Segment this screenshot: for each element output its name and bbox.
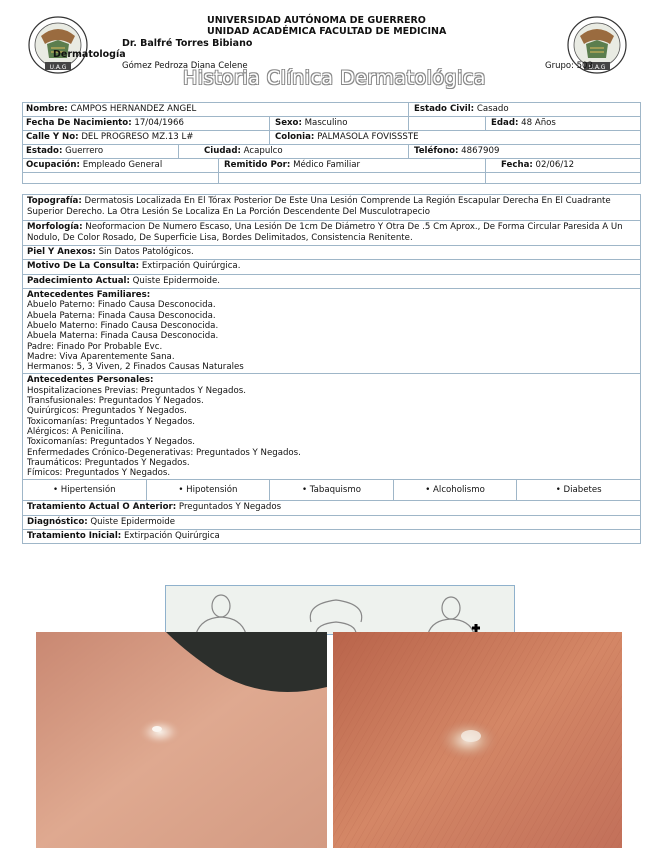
list-item: Traumáticos: Preguntados Y Negados.	[27, 457, 190, 468]
list-item: Hospitalizaciones Previas: Preguntados Y Negados.	[27, 385, 246, 396]
list-item: Abuela Paterna: Finada Causa Desconocida.	[27, 310, 216, 321]
clinical-history-block	[22, 194, 641, 544]
field-calle: Calle Y No: DEL PROGRESO MZ.13 L#	[26, 132, 194, 142]
document-title: Historia Clínica Dermatológica	[183, 67, 486, 89]
list-item: Toxicomanías: Preguntados Y Negados.	[27, 416, 195, 427]
body-diagram-image	[165, 585, 515, 635]
condition-hipertension: • Hipertensión	[23, 480, 147, 500]
section-piel-anexos: Piel Y Anexos: Sin Datos Patológicos.	[23, 246, 640, 260]
section-tratamiento-actual: Tratamiento Actual O Anterior: Preguntados Y Negados	[23, 501, 640, 515]
section-antecedentes-personales: Antecedentes Personales: Hospitalizaciones Previas: Preguntados Y Negados. Transfusionales: Preguntados Y Negados. Quirúrgicos: Preguntados Y Negados. Toxicomanías: Preguntados Y Negados. Alérgicos: A Penicilina. Toxicomanías: Preguntados Y Negados. Enfermedades Crónico-Degenerativas: Preguntados Y Negados. Traumáticos: Preguntados Y Negados. Fímicos: Preguntados Y Negados.	[23, 374, 640, 480]
patient-info-block	[22, 102, 641, 184]
body-outline-icon	[166, 586, 514, 634]
field-colonia: Colonia: PALMASOLA FOVISSSTE	[269, 131, 419, 144]
section-padecimiento: Padecimiento Actual: Quiste Epidermoide.	[23, 275, 640, 289]
field-fecha: Fecha: 02/06/12	[485, 159, 574, 172]
section-motivo: Motivo De La Consulta: Extirpación Quirúrgica.	[23, 260, 640, 274]
section-antecedentes-familiares: Antecedentes Familiares: Abuelo Paterno: Finado Causa Desconocida. Abuela Paterna: Finada Causa Desconocida. Abuelo Materno: Finado Causa Desconocida. Abuela Materna: Finada Causa Desconocida. Padre: Finado Por Probable Evc. Madre: Viva Aparentemente Sana. Hermanos: 5, 3 Viven, 2 Finados Causas Naturales	[23, 289, 640, 374]
list-item: Enfermedades Crónico-Degenerativas: Preguntados Y Negados.	[27, 447, 301, 458]
field-ocupacion: Ocupación: Empleado General	[26, 160, 163, 170]
list-item: Fímicos: Preguntados Y Negados.	[27, 468, 171, 479]
skin-lesion-photo-icon	[36, 632, 327, 848]
student-name: Gómez Pedroza Diana Celene	[122, 61, 248, 71]
list-item: Alérgicos: A Penicilina.	[27, 426, 124, 437]
list-item: Abuelo Materno: Finado Causa Desconocida.	[27, 320, 219, 331]
field-estado-civil: Estado Civil: Casado	[408, 103, 509, 116]
field-nombre: Nombre: CAMPOS HERNANDEZ ANGEL	[26, 104, 197, 114]
conditions-row	[23, 480, 640, 501]
field-telefono: Teléfono: 4867909	[408, 145, 499, 158]
list-item: Hermanos: 5, 3 Viven, 2 Finados Causas Naturales	[27, 362, 244, 373]
field-sexo: Sexo: Masculino	[269, 117, 347, 130]
field-remitido: Remitido Por: Médico Familiar	[218, 159, 360, 172]
condition-alcoholismo: • Alcoholismo	[394, 480, 518, 500]
group-label: Grupo: 503	[545, 61, 593, 71]
section-morfologia: Morfología: Neoformacion De Numero Escaso, Una Lesión De 1cm De Diámetro Y Otra De .5 Cm Aprox., De Forma Circular Paresida A Un Nodulo, De Color Rosado, De Superficie Lisa, Bordes Delimitados, Consistencia Renitente.	[23, 221, 640, 247]
condition-diabetes: • Diabetes	[555, 485, 602, 496]
department-name: Dermatología	[53, 49, 126, 60]
doctor-name: Dr. Balfré Torres Bibiano	[122, 38, 253, 49]
list-item: Quirúrgicos: Preguntados Y Negados.	[27, 406, 187, 417]
section-diagnostico: Diagnóstico: Quiste Epidermoide	[23, 516, 640, 530]
list-item: Padre: Finado Por Probable Evc.	[27, 341, 163, 352]
list-item: Madre: Viva Aparentemente Sana.	[27, 351, 175, 362]
field-edad: Edad: 48 Años	[485, 117, 556, 130]
lesion-photo-left	[36, 632, 327, 848]
field-ciudad: Ciudad: Acapulco	[178, 145, 283, 158]
list-item: Abuelo Paterno: Finado Causa Desconocida.	[27, 300, 216, 311]
section-topografia: Topografía: Dermatosis Localizada En El Tórax Posterior De Este Una Lesión Comprende La Región Escapular Derecha En El Cuadrante Superior Derecho. La Otra Lesión Se Localiza En La Porción Descendente Del Musculotrapecio	[23, 195, 640, 221]
condition-hipotension: • Hipotensión	[147, 480, 271, 500]
list-item: Toxicomanías: Preguntados Y Negados.	[27, 437, 195, 448]
university-name: UNIVERSIDAD AUTÓNOMA DE GUERRERO	[207, 15, 426, 26]
list-item: Transfusionales: Preguntados Y Negados.	[27, 396, 204, 407]
condition-tabaquismo: • Tabaquismo	[270, 480, 394, 500]
list-item: Abuela Materna: Finada Causa Desconocida.	[27, 331, 219, 342]
field-estado: Estado: Guerrero	[26, 146, 104, 156]
svg-text:U.A.G: U.A.G	[49, 64, 67, 71]
field-nacimiento: Fecha De Nacimiento: 17/04/1966	[26, 118, 184, 128]
faculty-name: UNIDAD ACADÉMICA FACULTAD DE MEDICINA	[207, 26, 447, 37]
svg-text:U.A.G: U.A.G	[588, 64, 606, 71]
skin-lesion-closeup-icon	[333, 632, 622, 848]
lesion-photo-right	[333, 632, 622, 848]
university-seal-left-icon	[27, 14, 89, 76]
section-tratamiento-inicial: Tratamiento Inicial: Extirpación Quirúrgica	[27, 531, 220, 542]
